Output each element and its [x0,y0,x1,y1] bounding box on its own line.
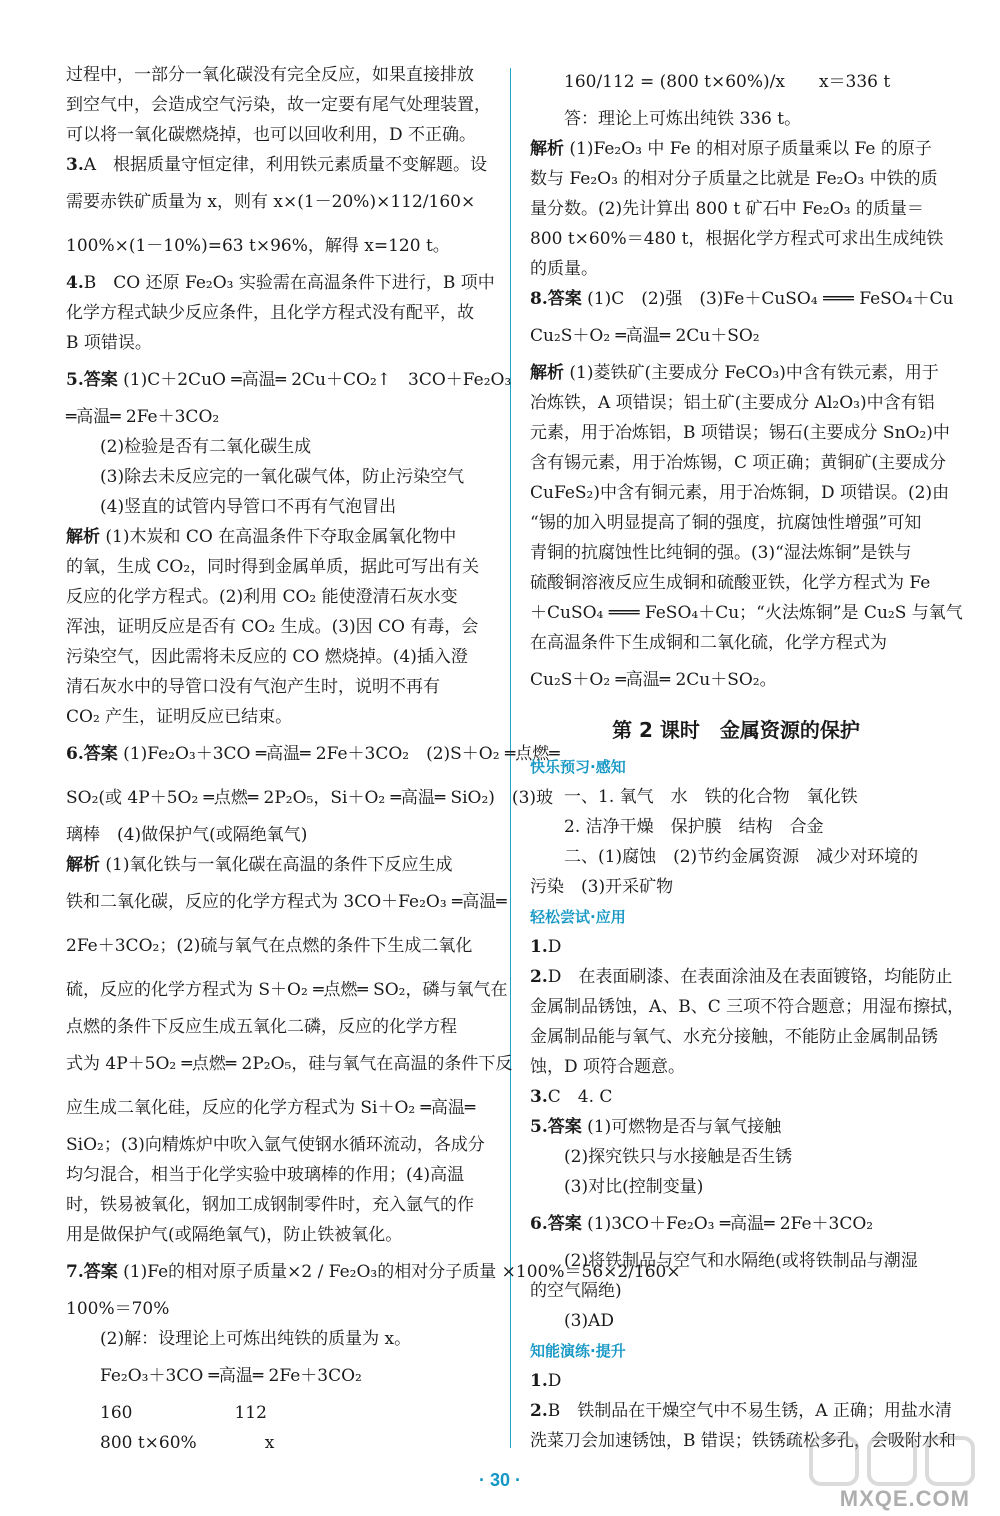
text-line [66,402,496,432]
line-text: 800 t×60% x [100,1433,275,1453]
text-line [66,552,496,582]
text-line [66,1086,496,1130]
text-line [530,358,942,388]
text-line [66,328,496,358]
line-text: 冶炼铁，A 项错误；铝土矿(主要成分 Al₂O₃)中含有铝 [530,393,935,413]
line-text: 2. 洁净干燥 保护膜 结构 合金 [564,817,824,837]
line-text: (3)AD [564,1311,614,1331]
text-line [530,782,942,812]
answer-keyword: 答案 [547,1214,582,1234]
text-line [530,568,942,598]
text-line [66,968,508,1012]
line-text: D 在表面刷漆、在表面涂油及在表面镀铬，均能防止 [547,967,953,987]
line-text: 蚀，D 项符合题意。 [530,1057,686,1077]
line-text: (2)探究铁只与水接触是否生锈 [564,1147,793,1167]
text-line [66,1398,496,1428]
text-line [66,880,507,924]
text-line [66,224,496,268]
text-line [66,1190,496,1220]
line-text: SiO₂；(3)向精炼炉中吹入氩气使钢水循环流动，各成分 [66,1135,485,1155]
text-line [530,842,942,872]
line-text: (3)除去未反应完的一氧化碳气体，防止污染空气 [100,467,465,487]
text-line [530,254,942,284]
answer-keyword: 解析 [530,363,564,383]
line-text: (1)菱铁矿(主要成分 FeCO₃)中含有铁元素，用于 [569,363,939,383]
right-column [530,60,965,1456]
line-text: 硫，反应的化学方程式为 S＋O₂ ═点燃═ SO₂，磷与氧气在 [66,980,508,1000]
text-line [66,850,496,880]
question-number: 4. [66,273,84,293]
text-line [530,1082,942,1112]
text-line [530,388,942,418]
text-line [66,702,496,732]
answer-keyword: 答案 [83,744,118,764]
line-text: B 项错误。 [66,333,152,353]
text-line [530,104,942,134]
text-line [530,1172,942,1202]
text-line [530,1142,942,1172]
line-text: 式为 4P＋5O₂ ═点燃═ 2P₂O₅，硅与氧气在高温的条件下反 [66,1054,513,1074]
text-line [66,672,496,702]
text-line [66,1130,496,1160]
line-text: (2)将铁制品与空气和水隔绝(或将铁制品与潮湿 [564,1251,918,1271]
line-text: Fe₂O₃＋3CO ═高温═ 2Fe＋3CO₂ [100,1366,362,1386]
answer-keyword: 答案 [547,1117,582,1137]
answer-keyword: 解析 [530,139,564,159]
text-line [66,612,496,642]
text-line [530,60,942,104]
line-text: 璃棒 (4)做保护气(或隔绝氧气) [66,825,308,845]
text-line [66,642,496,672]
line-text: 铁和二氧化碳，反应的化学方程式为 3CO＋Fe₂O₃ ═高温═ [66,892,507,912]
text-line [530,992,965,1022]
line-text: CO₂ 产生，证明反应已结束。 [66,707,293,727]
line-text: 800 t×60%＝480 t，根据化学方程式可求出生成纯铁 [530,229,944,249]
line-text: (3)对比(控制变量) [564,1177,704,1197]
question-number: 5. [530,1117,548,1137]
text-line [530,1396,952,1426]
line-text: 的氧，生成 CO₂，同时得到金属单质，据此可写出有关 [66,557,480,577]
line-text: 过程中，一部分一氧化碳没有完全反应，如果直接排放 [66,65,474,85]
line-text: 在高温条件下生成铜和二氧化硫，化学方程式为 [530,633,887,653]
text-line [66,268,496,298]
text-line [66,432,496,462]
text-line [530,872,942,902]
answer-keyword: 答案 [83,370,118,390]
line-text: 一、1. 氧气 水 铁的化合物 氧化铁 [564,787,858,807]
line-text: (1)Fe₂O₃＋3CO ═高温═ 2Fe＋3CO₂ (2)S＋O₂ ═点燃═ [123,744,560,764]
line-text: 化学方程式缺少反应条件，且化学方程式没有配平，故 [66,303,474,323]
text-line [66,1428,496,1458]
text-line [530,1202,942,1246]
line-text: 量分数。(2)先计算出 800 t 矿石中 Fe₂O₃ 的质量＝ [530,199,924,219]
question-number: 6. [530,1214,548,1234]
question-number: 2. [530,1401,548,1421]
text-line [530,598,963,628]
line-text: 时，铁易被氧化，钢加工成钢制零件时，充入氩气的作 [66,1195,474,1215]
line-text: 金属制品能与氧气、水充分接触，不能防止金属制品锈 [530,1027,938,1047]
text-line [530,538,942,568]
text-line [66,776,554,820]
line-text: B 铁制品在干燥空气中不易生锈，A 正确；用盐水清 [547,1401,952,1421]
subsection-heading: 轻松尝试·应用 [530,908,626,926]
text-line [66,1160,496,1190]
line-text: 100%＝70% [66,1299,170,1319]
line-text: Cu₂S＋O₂ ═高温═ 2Cu＋SO₂ [530,326,760,346]
line-text: 洗菜刀会加速锈蚀，B 错误；铁锈疏松多孔，会吸附水和 [530,1431,956,1451]
line-text: (1)木炭和 CO 在高温条件下夺取金属氧化物中 [105,527,457,547]
text-line [530,448,947,478]
line-text: (1)3CO＋Fe₂O₃ ═高温═ 2Fe＋3CO₂ [587,1214,874,1234]
text-line [530,194,942,224]
text-line [66,1220,496,1250]
line-text: 100%×(1－10%)=63 t×96%，解得 x=120 t。 [66,236,450,256]
line-text: (4)竖直的试管内导管口不再有气泡冒出 [100,497,397,517]
text-line [66,462,496,492]
text-line [66,90,496,120]
line-text: (1)可燃物是否与氧气接触 [587,1117,782,1137]
text-line [530,314,942,358]
text-line [530,1276,942,1306]
line-text: C 4. C [547,1087,613,1107]
answer-keyword: 解析 [66,527,100,547]
line-text: A 根据质量守恒定律，利用铁元素质量不变解题。设 [83,155,488,175]
line-text: 金属制品锈蚀，A、B、C 三项不符合题意；用湿布擦拭， [530,997,965,1017]
text-line [530,1022,942,1052]
line-text: 160/112 = (800 t×60%)/x x＝336 t [564,72,891,92]
text-line [530,1112,942,1142]
line-text: 反应的化学方程式。(2)利用 CO₂ 能使澄清石灰水变 [66,587,458,607]
text-line [530,1366,942,1396]
line-text: 160 112 [100,1403,267,1423]
text-line [66,582,496,612]
line-text: 用是做保护气(或隔绝氧气)，防止铁被氧化。 [66,1225,403,1245]
answer-keyword: 答案 [547,289,582,309]
line-text: 浑浊，证明反应是否有 CO₂ 生成。(3)因 CO 有毒，会 [66,617,479,637]
question-number: 5. [66,370,84,390]
page-number: · 30 · [478,1470,521,1490]
text-line [66,1042,513,1086]
watermark-text: MXQE.COM [839,1486,970,1511]
line-text: 均匀混合，相当于化学实验中玻璃棒的作用；(4)高温 [66,1165,465,1185]
question-number: 1. [530,937,548,957]
text-line [66,1354,496,1398]
line-text: (2)解：设理论上可炼出纯铁的质量为 x。 [100,1329,412,1349]
text-line [530,478,950,508]
line-text: (1)C＋2CuO ═高温═ 2Cu＋CO₂↑ 3CO＋Fe₂O₃ [123,370,512,390]
line-text: 答：理论上可炼出纯铁 336 t。 [564,109,802,129]
question-number: 8. [530,289,548,309]
line-text: B CO 还原 Fe₂O₃ 实验需在高温条件下进行，B 项中 [83,273,495,293]
line-text: 元素，用于冶炼铝，B 项错误；锡石(主要成分 SnO₂)中 [530,423,950,443]
line-text: (1)Fe的相对原子质量×2 / Fe₂O₃的相对分子质量 ×100%＝56×2/160× [123,1262,681,1282]
question-number: 7. [66,1262,84,1282]
line-text: 污染 (3)开采矿物 [530,877,674,897]
line-text: (1)Fe₂O₃ 中 Fe 的相对原子质量乘以 Fe 的原子 [569,139,932,159]
text-line [530,418,950,448]
text-line [66,150,496,180]
text-line [530,658,942,702]
line-text: 青铜的抗腐蚀性比纯铜的强。(3)“湿法炼铜”是铁与 [530,543,912,563]
line-text: CuFeS₂)中含有铜元素，用于冶炼铜，D 项错误。(2)由 [530,483,950,503]
line-text: (1)氧化铁与一氧化碳在高温的条件下反应生成 [105,855,453,875]
text-line [66,732,560,776]
text-line [66,924,496,968]
text-line [66,298,496,328]
section-title: 第 2 课时 金属资源的保护 [612,718,860,742]
text-line [530,1246,942,1276]
text-line [66,1324,496,1354]
text-line [530,1306,942,1336]
line-text: 二、(1)腐蚀 (2)节约金属资源 减少对环境的 [564,847,919,867]
text-line [530,508,942,538]
text-line [66,60,496,90]
line-text: 的空气隔绝) [530,1281,622,1301]
text-line [66,358,512,402]
line-text: “锡的加入明显提高了铜的强度，抗腐蚀性增强”可知 [530,513,922,533]
line-text: 的质量。 [530,259,598,279]
text-line [66,1012,496,1042]
text-line [66,1294,496,1324]
text-line [66,120,496,150]
text-line [530,1052,942,1082]
line-text: 可以将一氧化碳燃烧掉，也可以回收利用，D 不正确。 [66,125,477,145]
subsection-heading: 快乐预习·感知 [530,758,626,776]
line-text: 需要赤铁矿质量为 x，则有 x×(1－20%)×112/160× [66,192,476,212]
line-text: SO₂(或 4P＋5O₂ ═点燃═ 2P₂O₅，Si＋O₂ ═高温═ SiO₂) (3)玻 [66,788,554,808]
line-text: 数与 Fe₂O₃ 的相对分子质量之比就是 Fe₂O₃ 中铁的质 [530,169,938,189]
line-text: 2Fe＋3CO₂；(2)硫与氧气在点燃的条件下生成二氧化 [66,936,473,956]
line-text: (2)检验是否有二氧化碳生成 [100,437,312,457]
question-number: 3. [530,1087,548,1107]
text-line [66,522,496,552]
line-text: ═高温═ 2Fe＋3CO₂ [66,407,220,427]
line-text: ＋CuSO₄ ═══ FeSO₄＋Cu；“火法炼铜”是 Cu₂S 与氧气 [530,603,963,623]
question-number: 3. [66,155,84,175]
line-text: 应生成二氧化硅，反应的化学方程式为 Si＋O₂ ═高温═ [66,1098,476,1118]
text-line [66,820,496,850]
line-text: D [547,937,562,957]
question-number: 2. [530,967,548,987]
text-line [530,164,942,194]
question-number: 1. [530,1371,548,1391]
text-line [530,134,942,164]
text-line [530,962,953,992]
line-text: 污染空气，因此需将未反应的 CO 燃烧掉。(4)插入澄 [66,647,468,667]
line-text: 含有锡元素，用于冶炼锡，C 项正确；黄铜矿(主要成分 [530,453,947,473]
line-text: D [547,1371,562,1391]
text-line [530,812,942,842]
line-text: (1)C (2)强 (3)Fe＋CuSO₄ ═══ FeSO₄＋Cu [587,289,954,309]
line-text: 清石灰水中的导管口没有气泡产生时，说明不再有 [66,677,440,697]
text-line [66,492,496,522]
line-text: 点燃的条件下反应生成五氧化二磷，反应的化学方程 [66,1017,457,1037]
text-line [530,284,954,314]
text-line [530,224,942,254]
text-line [66,180,496,224]
question-number: 6. [66,744,84,764]
line-text: 硫酸铜溶液反应生成铜和硫酸亚铁，化学方程式为 Fe [530,573,931,593]
line-text: Cu₂S＋O₂ ═高温═ 2Cu＋SO₂。 [530,670,777,690]
text-line [530,628,942,658]
line-text: 到空气中，会造成空气污染，故一定要有尾气处理装置， [66,95,491,115]
answer-keyword: 答案 [83,1262,118,1282]
answer-keyword: 解析 [66,855,100,875]
text-line [530,932,942,962]
subsection-heading: 知能演练·提升 [530,1342,626,1360]
